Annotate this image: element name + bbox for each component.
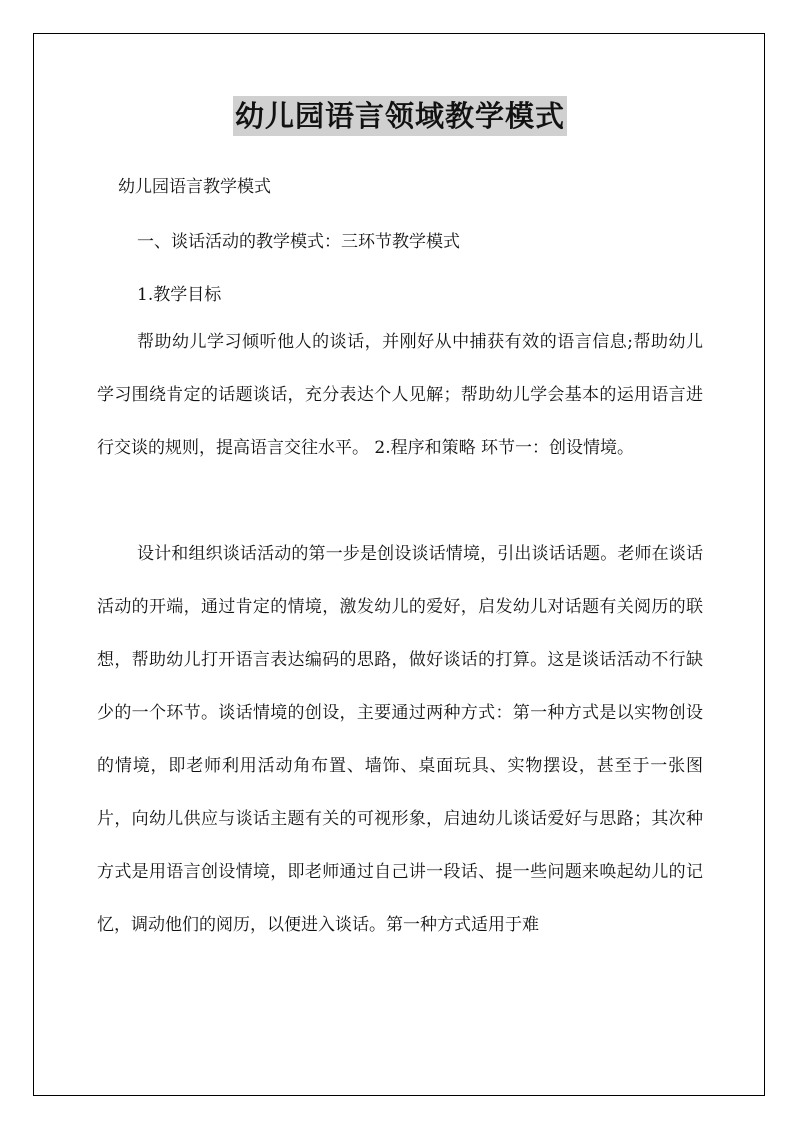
title-container	[0, 96, 800, 136]
section-heading: 一、谈话活动的教学模式：三环节教学模式	[137, 232, 460, 252]
paragraph-design: 设计和组织谈话活动的第一步是创设谈话情境，引出谈话话题。老师在谈话活动的开端，通过肯定的情境，激发幼儿的爱好，启发幼儿对话题有关阅历的联想，帮助幼儿打开语言表达编码的思路，做好谈话的打算。这是谈话活动不行缺少的一个环节。谈话情境的创设，主要通过两种方式：第一种方式是以实物创设的情境，即老师利用活动角布置、墙饰、桌面玩具、实物摆设，甚至于一张图片，向幼儿供应与谈话主题有关的可视形象，启迪幼儿谈话爱好与思路；其次种方式是用语言创设情境，即老师通过自己讲一段话、提一些问题来唤起幼儿的记忆，调动他们的阅历，以便进入谈话。第一种方式适用于难	[97, 544, 703, 935]
sub-heading: 1.教学目标	[137, 285, 222, 305]
document-subtitle: 幼儿园语言教学模式	[118, 177, 271, 197]
paragraph-objectives: 帮助幼儿学习倾听他人的谈话，并刚好从中捕获有效的语言信息;帮助幼儿学习围绕肯定的话题谈话，充分表达个人见解；帮助幼儿学会基本的运用语言进行交谈的规则，提高语言交往水平。 2.程序和策略 环节一：创设情境。	[97, 332, 703, 458]
document-title: 幼儿园语言领域教学模式	[233, 96, 567, 136]
